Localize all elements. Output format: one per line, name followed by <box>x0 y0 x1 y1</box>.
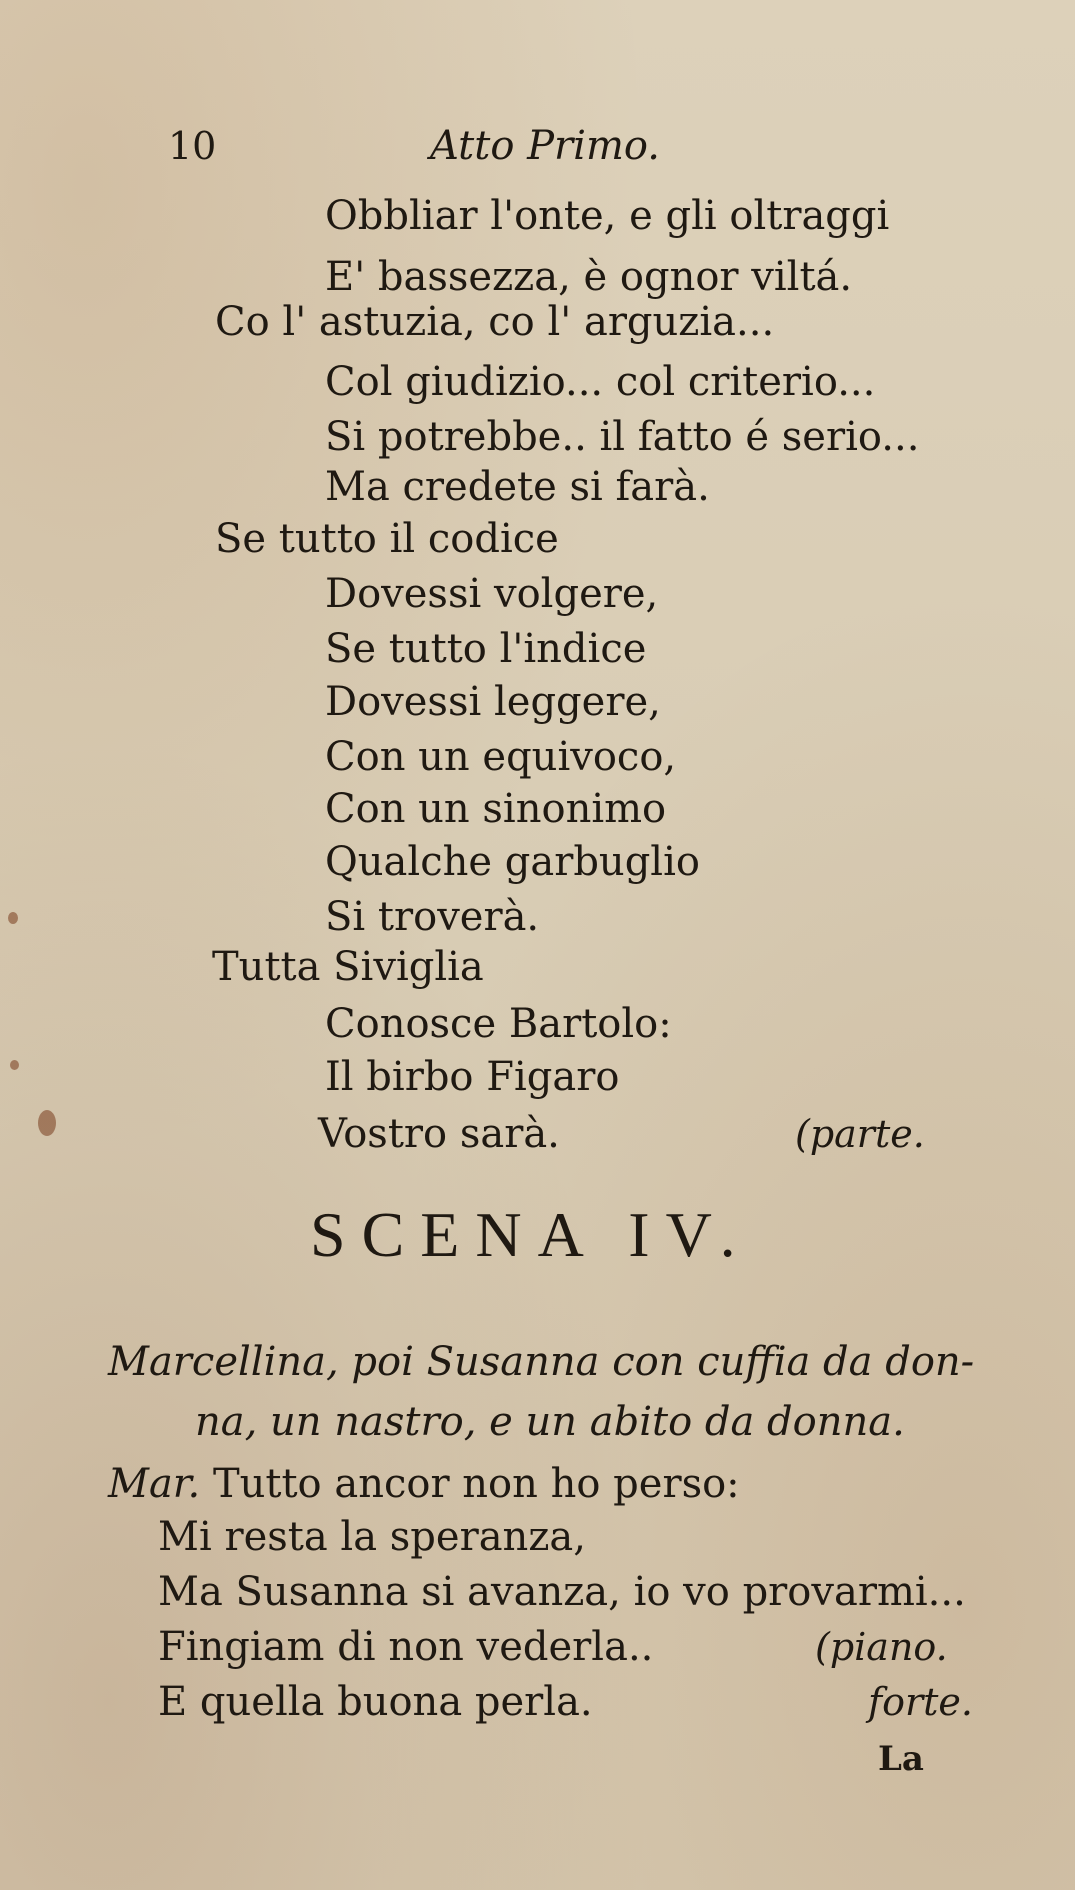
verse-line: Se tutto il codice <box>215 516 559 562</box>
verse-line: Dovessi leggere, <box>325 679 661 725</box>
running-title: Atto Primo. <box>430 123 660 169</box>
verse-line: Dovessi volgere, <box>325 571 659 617</box>
dialogue-line-first <box>108 1460 740 1508</box>
stage-direction-line: Marcellina, poi Susanna con cuffia da don- <box>108 1339 975 1385</box>
stage-direction-exit: (parte. <box>795 1112 925 1156</box>
dialogue-line: Ma Susanna si avanza, io vo provarmi... <box>158 1569 966 1615</box>
dialogue-line: Mi resta la speranza, <box>158 1514 586 1560</box>
dialogue-line: Fingiam di non vederla.. <box>158 1624 654 1670</box>
stage-direction-line: na, un nastro, e un abito da donna. <box>195 1399 905 1445</box>
verse-line: Con un sinonimo <box>325 786 667 832</box>
verse-line: Col giudizio... col criterio... <box>325 359 876 405</box>
verse-line: Conosce Bartolo: <box>325 1001 672 1047</box>
catchword: La <box>878 1739 924 1779</box>
verse-line: Qualche garbuglio <box>325 839 700 885</box>
ink-stain <box>38 1110 56 1136</box>
verse-line: Obbliar l'onte, e gli oltraggi <box>325 193 890 239</box>
ink-stain <box>8 912 18 924</box>
stage-direction-aside: forte. <box>868 1680 973 1724</box>
page-number: 10 <box>168 124 217 168</box>
stage-direction-aside: (piano. <box>815 1625 948 1669</box>
dialogue-line: E quella buona perla. <box>158 1679 593 1725</box>
verse-line: Il birbo Figaro <box>325 1054 620 1100</box>
verse-line: Tutta Siviglia <box>212 944 484 990</box>
verse-line: Vostro sarà. <box>318 1111 560 1157</box>
verse-line: Ma credete si farà. <box>325 464 710 510</box>
dialogue-text: Tutto ancor non ho perso: <box>212 1461 740 1507</box>
verse-line: Si potrebbe.. il fatto é serio... <box>325 414 920 460</box>
speaker-name: Mar. <box>108 1461 201 1507</box>
verse-line: Se tutto l'indice <box>325 626 647 672</box>
verse-line: Con un equivoco, <box>325 734 677 780</box>
scene-heading: SCENA IV. <box>310 1199 752 1270</box>
verse-line: Si troverà. <box>325 894 540 940</box>
ink-stain <box>10 1060 19 1070</box>
verse-line: Co l' astuzia, co l' arguzia... <box>215 299 775 345</box>
verse-line: E' bassezza, è ognor viltá. <box>325 254 853 300</box>
